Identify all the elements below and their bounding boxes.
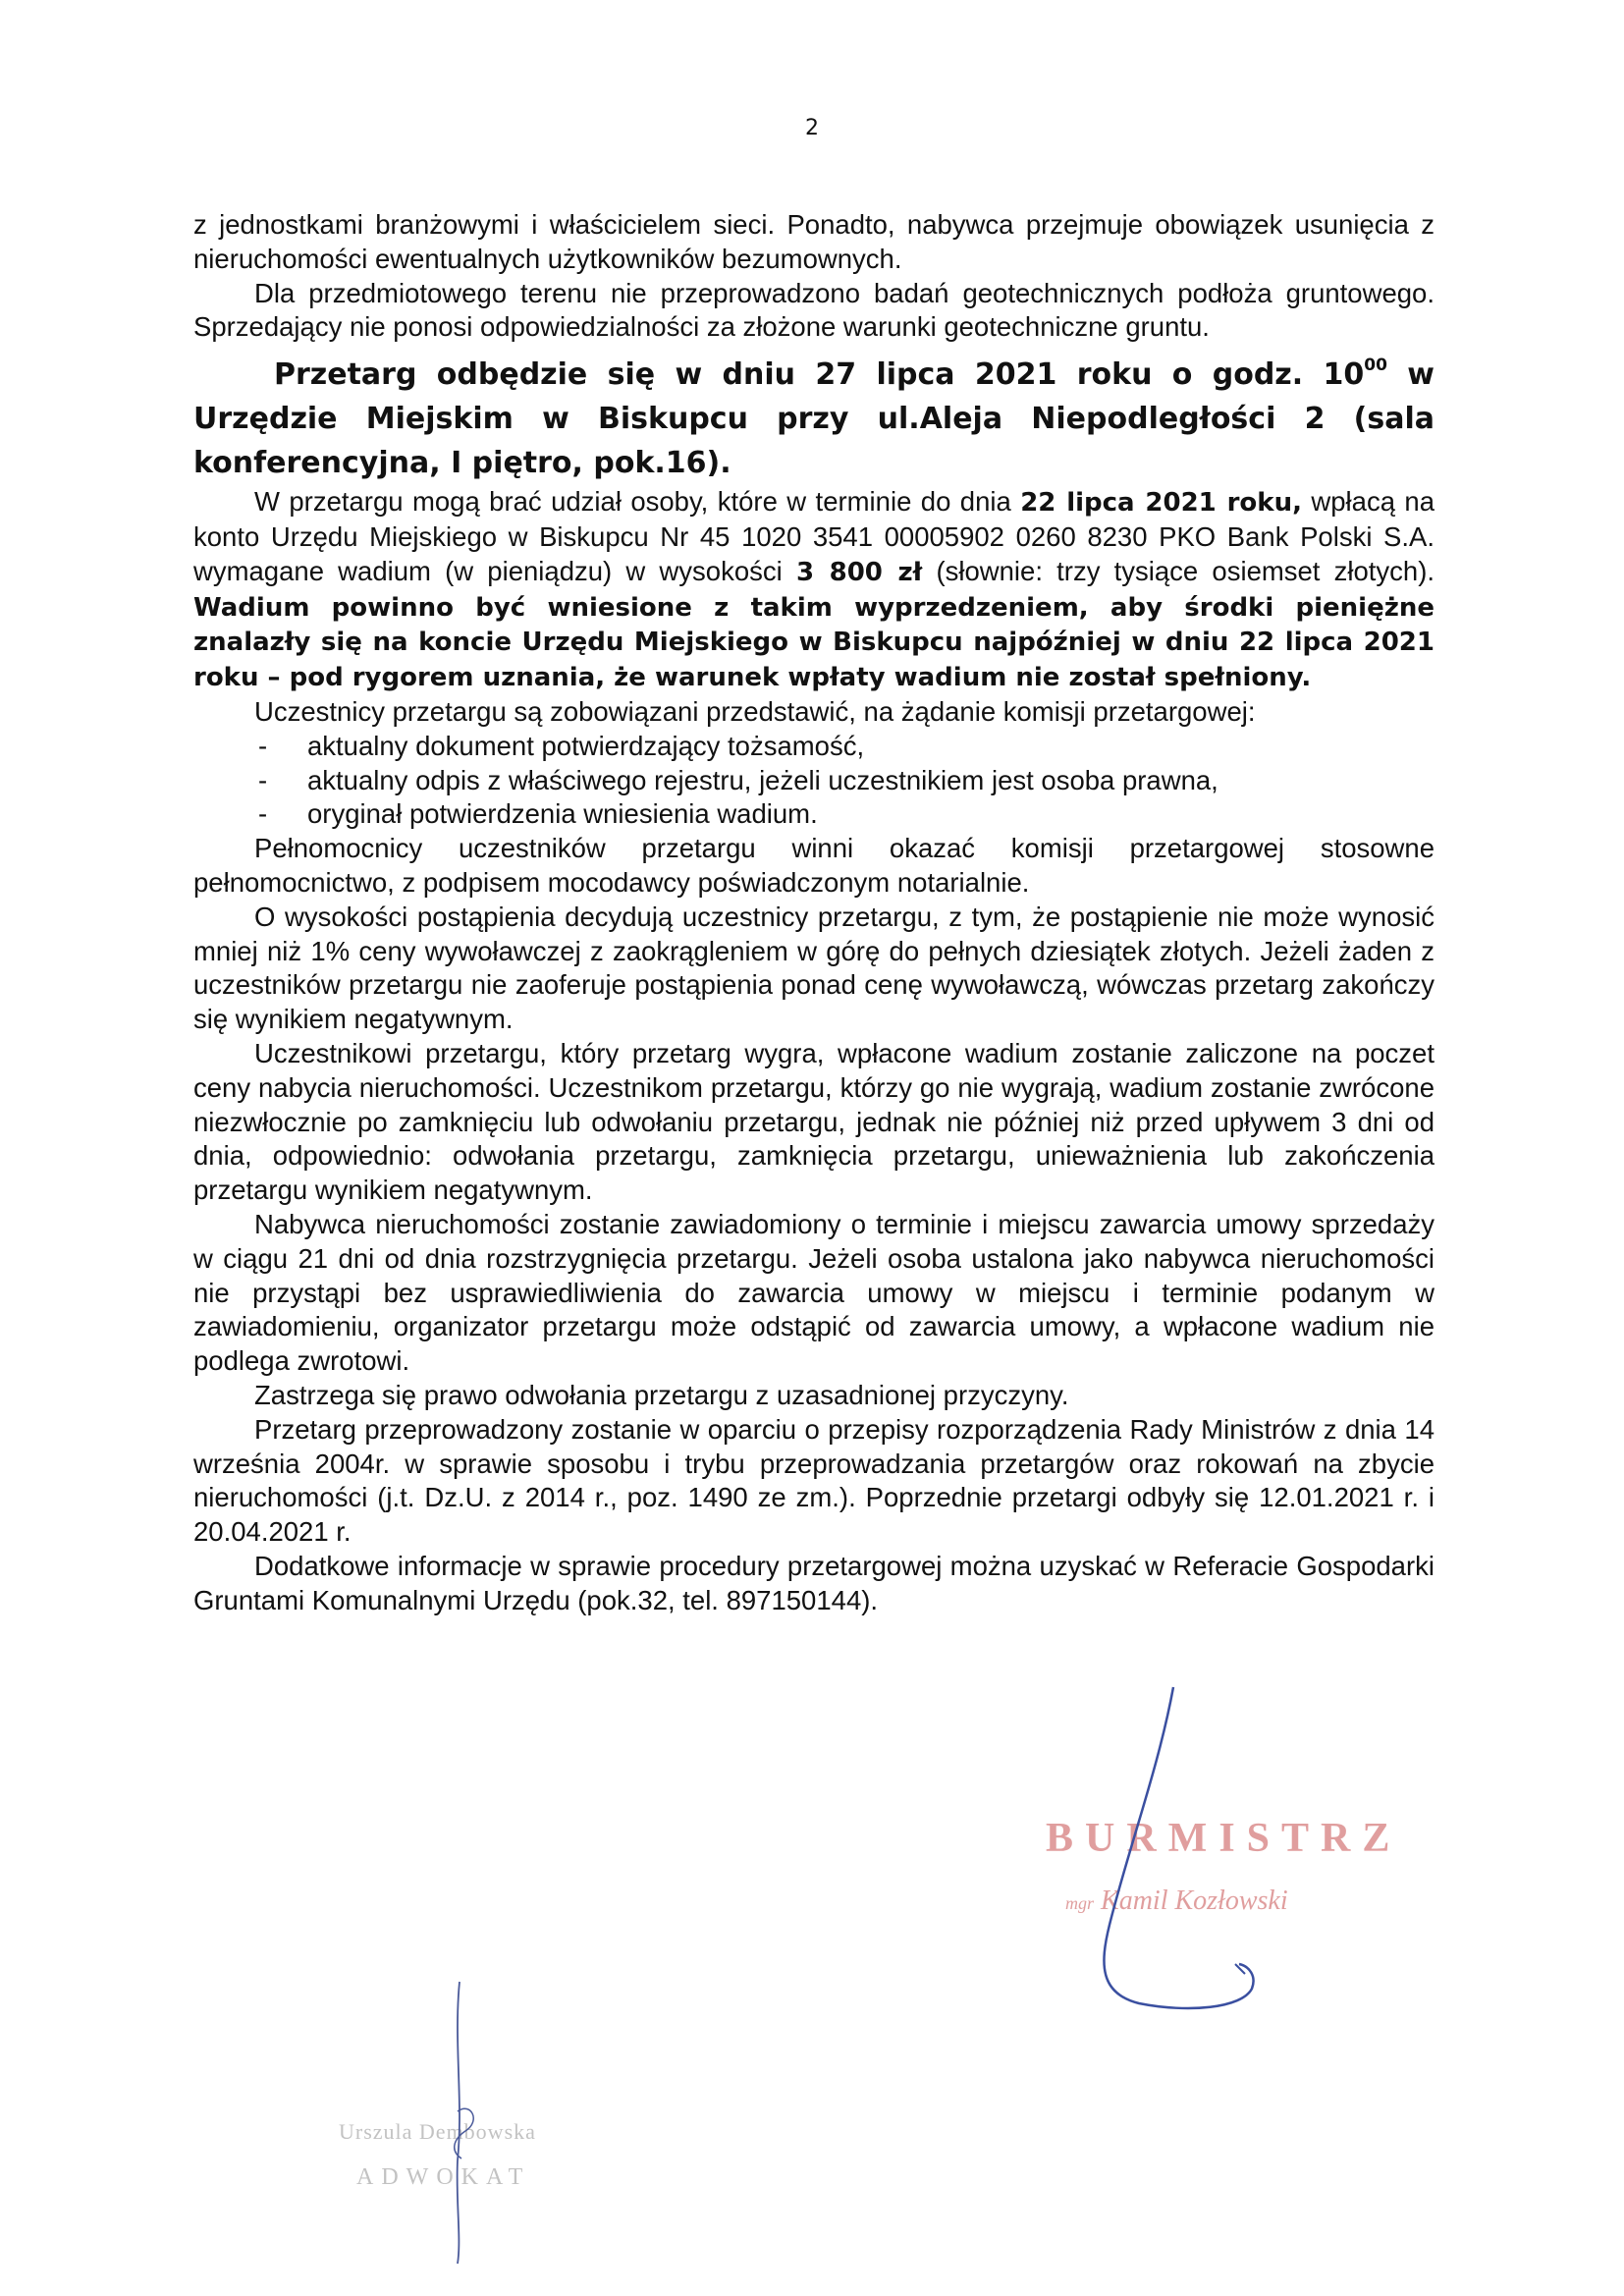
page-number: 2 bbox=[805, 116, 819, 140]
paragraph: Pełnomocnicy uczestników przetargu winni okazać komisji przetargowej stosowne pełnomocnictwo, z podpisem mocodawcy poświadczonym notarialnie. bbox=[193, 833, 1435, 898]
list-dash: - bbox=[258, 730, 268, 761]
list-dash: - bbox=[258, 764, 268, 795]
text-run: (słownie: trzy tysiące osiemset złotych). bbox=[936, 555, 1435, 586]
bold-text: 22 lipca 2021 roku, bbox=[1020, 488, 1302, 519]
list-dash: - bbox=[258, 798, 268, 830]
heading-text: Przetarg odbędzie się w dniu 27 lipca 2021 roku o godz. 10 bbox=[274, 357, 1365, 393]
lawyer-stamp-title: ADWOKAT bbox=[356, 2164, 531, 2190]
heading-time-superscript: 00 bbox=[1364, 355, 1387, 376]
list-item-text: oryginał potwierdzenia wniesienia wadium. bbox=[307, 798, 818, 830]
paragraph: Nabywca nieruchomości zostanie zawiadomiony o terminie i miejscu zawarcia umowy sprzedaży w ciągu 21 dni od dnia rozstrzygnięcia przetargu. Jeżeli osoba ustalona jako nabywca nieruchomości nie przystąpi bez usprawiedliwienia do zawarcia umowy w miejscu i terminie podanym w zawiadomieniu, organizator przetargu może odstąpić od zawarcia umowy, a wpłacone wadium nie podlega zwrotowi. bbox=[193, 1208, 1435, 1377]
text-run: W przetargu mogą brać udział osoby, które w terminie do dnia bbox=[254, 486, 1011, 518]
paragraph: Przetarg przeprowadzony zostanie w oparciu o przepisy rozporządzenia Rady Ministrów z dnia 14 września 2004r. w sprawie sposobu i trybu przeprowadzania przetargów oraz rokowań na zbycie nieruchomości (j.t. Dz.U. z 2014 r., poz. 1490 ze zm.). Poprzednie przetargi odbyły się 12.01.2021 r. i 20.04.2021 r. bbox=[193, 1413, 1435, 1548]
paragraph: Zastrzega się prawo odwołania przetargu z uzasadnionej przyczyny. bbox=[254, 1379, 1069, 1410]
heading-text: w Urzędzie Miejskim w Biskupcu przy ul.Aleja Niepodległości 2 (sala konferencyjna, I piętro, pok.16). bbox=[193, 357, 1435, 481]
lawyer-stamp-name: Urszula Dembowska bbox=[339, 2119, 536, 2144]
paragraph: Dodatkowe informacje w sprawie procedury przetargowej można uzyskać w Referacie Gospodarki Gruntami Komunalnymi Urzędu (pok.32, tel. 897150144). bbox=[193, 1550, 1435, 1615]
paragraph: Uczestnicy przetargu są zobowiązani przedstawić, na żądanie komisji przetargowej: bbox=[254, 695, 1256, 727]
stamp-title: BURMISTRZ bbox=[1046, 1816, 1402, 1861]
paragraph: z jednostkami branżowymi i właścicielem sieci. Ponadto, nabywca przejmuje obowiązek usunięcia z nieruchomości ewentualnych użytkowników bezumownych. bbox=[193, 209, 1435, 274]
lawyer-signature-loop-icon bbox=[455, 2108, 473, 2159]
stamp-prefix: mgr bbox=[1065, 1893, 1095, 1913]
paragraph: Dla przedmiotowego terenu nie przeprowadzono badań geotechnicznych podłoża gruntowego. Sprzedający nie ponosi odpowiedzialności za złożone warunki geotechniczne gruntu. bbox=[193, 277, 1435, 343]
paragraph: O wysokości postąpienia decydują uczestnicy przetargu, z tym, że postąpienie nie może wynosić mniej niż 1% ceny wywoławczej z zaokrągleniem w górę do pełnych dziesiątek złotych. Jeżeli żaden z uczestników przetargu nie zaoferuje postąpienia ponad cenę wywoławczą, wówczas przetarg zakończy się wynikiem negatywnym. bbox=[193, 901, 1435, 1035]
lawyer-signature-icon bbox=[458, 1982, 460, 2264]
bold-text: 3 800 zł bbox=[795, 557, 923, 587]
list-item-text: aktualny odpis z właściwego rejestru, jeżeli uczestnikiem jest osoba prawna, bbox=[307, 764, 1218, 795]
paragraph: Uczestnikowi przetargu, który przetarg wygra, wpłacone wadium zostanie zaliczone na poczet ceny nabycia nieruchomości. Uczestnikom przetargu, którzy go nie wygrają, wadium zostanie zwrócone niezwłocznie po zamknięciu lub odwołaniu przetargu, jednak nie później niż przed upływem 3 dni od dnia, odpowiednio: odwołania przetargu, zamknięcia przetargu, unieważnienia lub zakończenia przetargu wynikiem negatywnym. bbox=[193, 1037, 1435, 1206]
list-item-text: aktualny dokument potwierdzający tożsamość, bbox=[307, 730, 865, 761]
text-run: wpłacą na konto Urzędu Miejskiego w Biskupcu Nr 45 1020 3541 00005902 0260 8230 PKO Bank Polski S.A. wymagane wadium (w pieniądzu) w wysokości bbox=[193, 486, 1435, 586]
bold-text: Wadium powinno być wniesione z takim wyprzedzeniem, aby środki pieniężne znalazły się na koncie Urzędu Miejskiego w Biskupcu najpóźniej w dniu 22 lipca 2021 roku – pod rygorem uznania, że warunek wpłaty wadium nie został spełniony. bbox=[193, 592, 1435, 693]
mayor-signature-icon bbox=[1104, 1687, 1253, 2008]
stamp-person: Kamil Kozłowski bbox=[1101, 1886, 1288, 1916]
